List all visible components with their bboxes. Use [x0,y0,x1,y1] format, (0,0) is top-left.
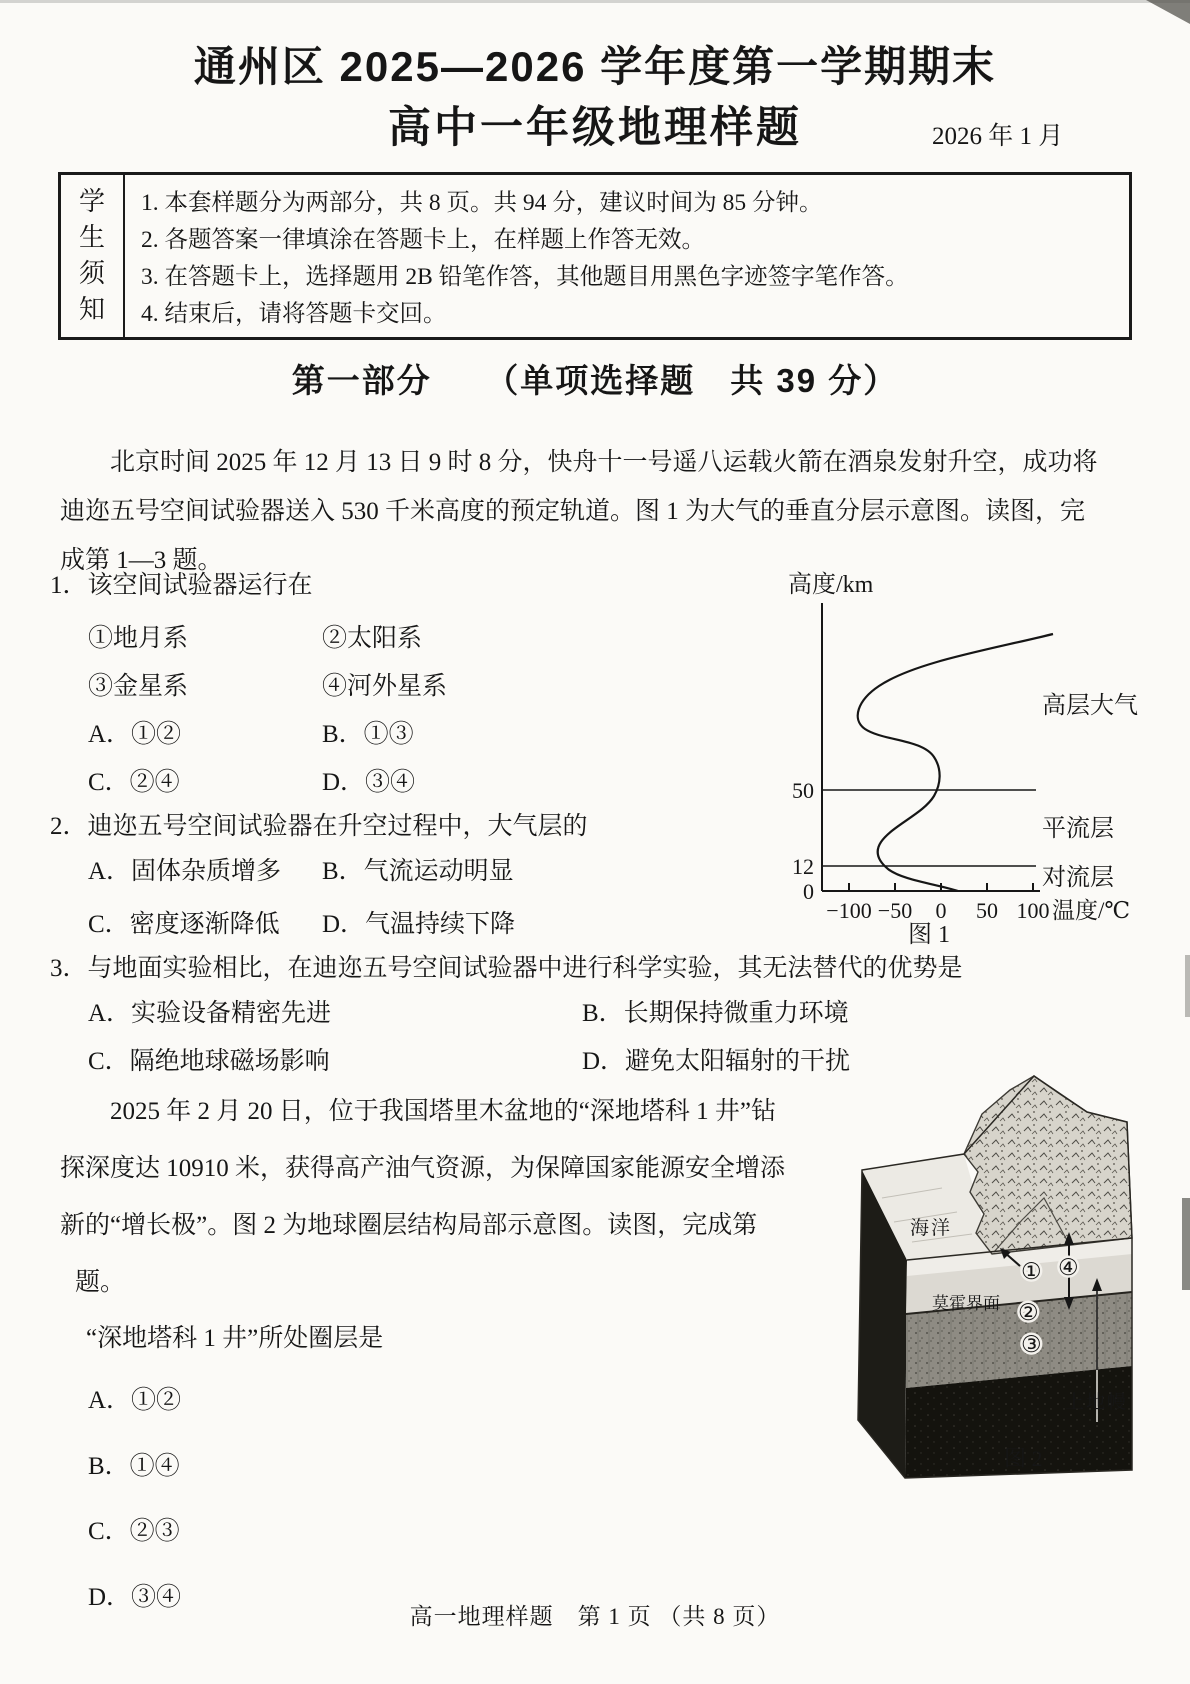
notice-side-char: 须 [78,259,105,288]
fig1-y-axis-label: 高度/km [788,572,874,598]
q4-choice-c: C．②③ [88,1518,180,1545]
notice-item: 1. 本套样题分为两部分，共 8 页。共 94 分，建议时间为 85 分钟。 [141,190,823,216]
notice-items [125,175,1129,337]
passage-2-line-1: 2025 年 2 月 20 日，位于我国塔里木盆地的“深地塔科 1 井”钻 [110,1098,776,1125]
fig2-moho-label: 莫霍界面 [932,1294,1000,1313]
q1-suboption-4: ④河外星系 [322,673,448,700]
notice-side-char: 知 [78,295,105,324]
fig1-x-tick-neg100: −100 [826,898,872,923]
fig2-land-texture [964,1076,1132,1254]
q4-choice-b: B．①④ [88,1453,180,1480]
q2-choice-a: A．固体杂质增多 [88,858,282,885]
fig1-temperature-curve [858,634,1053,891]
fig2-marker-3: ③ [1021,1332,1042,1357]
passage-2-line-2: 探深度达 10910 米，获得高产油气资源，为保障国家能源安全增添 [60,1155,786,1182]
q3-choice-b: B．长期保持微重力环境 [582,1000,849,1027]
notice-side-char: 生 [78,223,105,252]
q2-choice-b: B．气流运动明显 [322,858,514,885]
fig1-x-axis-label: 温度/℃ [1052,898,1131,923]
q1-choice-b: B．①③ [322,721,414,748]
q1-suboption-2: ②太阳系 [322,625,423,652]
fig1-x-tick-50: 50 [976,898,998,923]
q2-stem: 2．迪迩五号空间试验器在升空过程中，大气层的 [50,813,588,840]
q1-choice-d: D．③④ [322,769,416,796]
passage-1-line-3: 成第 1—3 题。 [60,547,223,574]
fig1-x-tick-100: 100 [1016,898,1050,923]
section-heading: 第一部分 （单项选择题 共 39 分） [291,362,899,399]
fig2-caption: 图 2 [1004,1446,1043,1471]
q1-stem: 1．该空间试验器运行在 [50,572,313,599]
fig2-marker-4: ④ [1058,1255,1079,1280]
scan-artifact-right-edge-2 [1185,955,1190,1017]
notice-item: 3. 在答题卡上，选择题用 2B 铅笔作答，其他题目用黑色字迹签字笔作答。 [141,264,909,290]
fig2-marker-1: ① [1021,1259,1042,1284]
exam-date: 2026 年 1 月 [932,123,1064,150]
q4-stem: “深地塔科 1 井”所处圈层是 [86,1325,384,1352]
notice-side-char: 学 [78,187,105,216]
fig2-ocean-label: 海洋 [910,1218,953,1239]
scan-artifact-top-edge [0,0,1190,3]
fig1-x-tick-neg50: −50 [877,898,913,923]
q1-suboption-1: ①地月系 [88,625,189,652]
fig2-mantle-label: 上地幔 [1065,1392,1129,1413]
q3-choice-d: D．避免太阳辐射的干扰 [582,1048,851,1075]
notice-side-label [61,175,125,337]
q4-choice-d: D．③④ [88,1584,182,1611]
passage-1-line-2: 迪迩五号空间试验器送入 530 千米高度的预定轨道。图 1 为大气的垂直分层示意图。读图，完 [60,498,1086,525]
passage-2 [60,1083,812,1311]
passage-2-line-4: 题。 [75,1269,126,1296]
fig1-caption: 图 1 [908,922,950,948]
exam-subtitle: 高中一年级地理样题 [388,104,802,152]
q4-choice-a: A．①② [88,1387,182,1414]
fig1-y-tick-12: 12 [792,854,814,879]
fig1-y-tick-50: 50 [792,778,814,803]
page-footer: 高一地理样题 第 1 页 （共 8 页） [409,1604,781,1629]
q3-choice-c: C．隔绝地球磁场影响 [88,1048,330,1075]
notice-item: 4. 结束后，请将答题卡交回。 [141,301,447,327]
q2-choice-c: C．密度逐渐降低 [88,911,280,938]
q3-choice-a: A．实验设备精密先进 [88,1000,332,1027]
scan-artifact-right-edge [1182,1198,1190,1290]
passage-1-line-1: 北京时间 2025 年 12 月 13 日 9 时 8 分，快舟十一号遥八运载火箭在酒泉发射升空，成功将 [110,449,1098,476]
figure-2-earth-layers-diagram [782,1070,1142,1490]
figure-1-atmosphere-chart [730,528,1150,953]
q3-stem: 3．与地面实验相比，在迪迩五号空间试验器中进行科学实验，其无法替代的优势是 [50,955,963,982]
fig1-layer-label-middle: 平流层 [1042,816,1114,842]
q1-choice-a: A．①② [88,721,182,748]
fig1-x-tick-0: 0 [935,898,947,923]
exam-title: 通州区 2025—2026 学年度第一学期期末 [193,43,997,90]
q2-choice-d: D．气温持续下降 [322,911,516,938]
q1-suboption-3: ③金星系 [88,673,189,700]
scan-artifact-corner [1146,0,1190,24]
fig2-marker-2: ② [1018,1300,1039,1325]
passage-2-line-3: 新的“增长极”。图 2 为地球圈层结构局部示意图。读图，完成第 [60,1212,758,1239]
notice-box [58,172,1132,340]
fig1-layer-label-lower: 对流层 [1042,865,1114,891]
fig1-y-tick-0: 0 [803,879,814,904]
q1-choice-c: C．②④ [88,769,180,796]
notice-item: 2. 各题答案一律填涂在答题卡上，在样题上作答无效。 [141,227,705,253]
fig1-layer-label-upper: 高层大气 [1042,693,1138,719]
